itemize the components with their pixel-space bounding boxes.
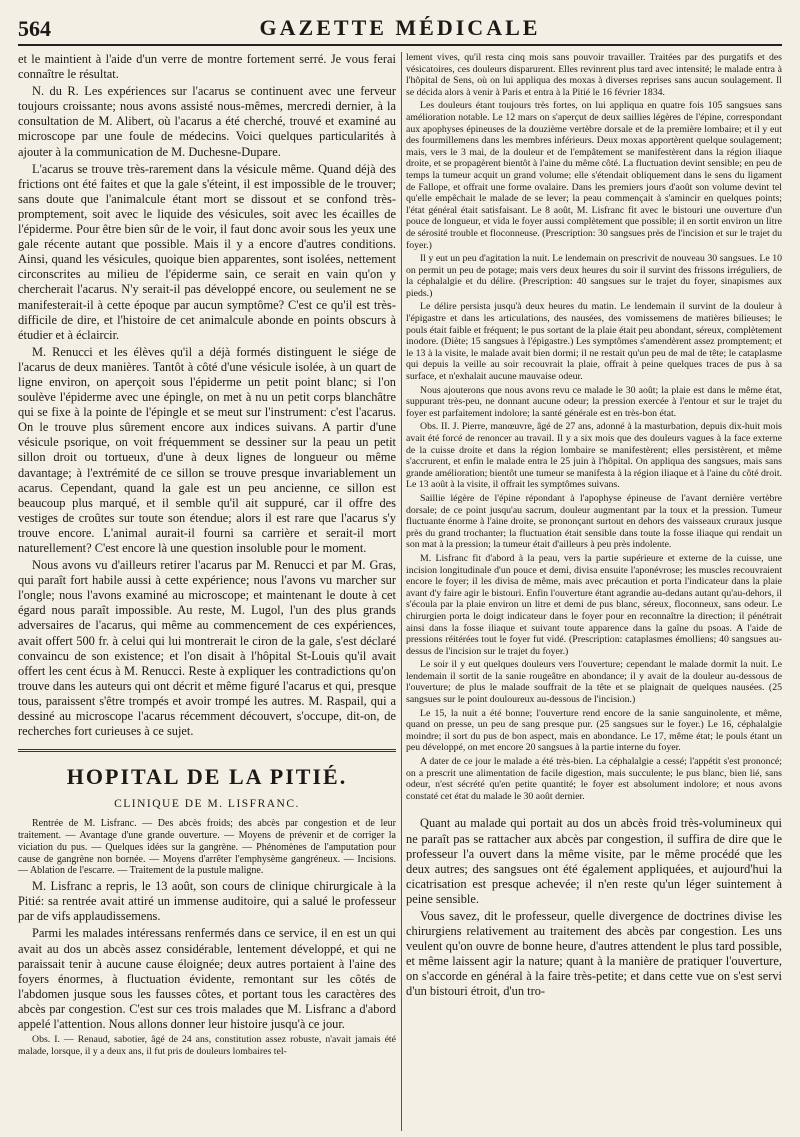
paragraph: Parmi les malades intéressans renfermés dans ce service, il en est un qui avait au dos un abcès assez considérable, lentement développé, et qui ne paraissait tenir à aucune cause éloignée; deux autres portaient à l'aine des foyers énormes, à fluctuation évidente, remontant sur les côtés de l'abdomen jusque sous les fausses côtes, et portant tous les caractères des abcès par congestion. C'est sur ces trois malades que M. Lisfranc a d'abord appelé l'attention. Nous allons donner leur histoire jusqu'à ce jour. — [18, 926, 396, 1032]
observation-paragraph: Obs. II. J. Pierre, manœuvre, âgé de 27 ans, adonné à la masturbation, depuis dix-huit mois avait été forcé de renoncer au travail. Il y a six mois que des douleurs vagues à la face externe de la cuisse droite et dans la région lombaire se manifestèrent; elles persistèrent, et même s'accrurent, et enfin le malade entra le 25 juin à l'hôpital. On appliqua des sangsues, mais sans grande amélioration; bientôt une tumeur se manifesta à la région iliaque et à l'aine du côté droit. Le 13 août à la visite, il offrait les symptômes suivans. — [406, 421, 782, 491]
paragraph: Il y eut un peu d'agitation la nuit. Le lendemain on prescrivit de nouveau 30 sangsues. Le 10 on permit un peu de potage; mais vers deux heures du soir il survint des frissons irréguliers, de la céphalalgie et du délire. (Prescription: 40 sangsues sur le trajet du foyer, sinapismes aux pieds.) — [406, 253, 782, 299]
paragraph: M. Renucci et les élèves qu'il a déjà formés distinguent le siége de l'acarus de deux manières. Tantôt à côté d'une vésicule isolée, à un quart de ligne environ, on aperçoit sous l'épiderme un petit point blanc; si l'on soulève l'épiderme avec une épingle, on met à nu un petit corps blanchâtre qui se fixe à la pointe de l'épingle et se meut sur l'instrument: c'est l'acarus. On le trouve plus sûrement encore aux indices suivans. A partir d'une vésicule psorique, on voit fréquemment se dessiner sur la peau un petit sillon droit ou tortueux, d'une à deux lignes de longueur ou même davantage; à l'extrémité de ce sillon se trouve presque invariablement un acarus. Cependant, quand la gale est un peu ancienne, ce sillon est beaucoup plus marqué, et il semble qu'il ait suppuré, car il offre des vestiges de croûtes sur toute son étendue; alors il est rare que l'acarus s'y trouve encore. L'animal aurait-il fourni sa carrière et serait-il mort naturellement? C'est encore là une question insoluble pour le moment. — [18, 344, 396, 555]
right-column — [406, 52, 782, 1131]
column-divider — [401, 52, 402, 1131]
observation-paragraph: Obs. I. — Renaud, sabotier, âgé de 24 ans, constitution assez robuste, n'avait jamais été malade, lorsque, il y a deux ans, il fut pris de douleurs lombaires tel- — [18, 1034, 396, 1057]
paragraph: et le maintient à l'aide d'un verre de montre fortement serré. Je vous ferai connaître le résultat. — [18, 52, 396, 82]
paragraph: Saillie légère de l'épine répondant à l'apophyse épineuse de l'avant dernière vertèbre dorsale; de ce point jusqu'au sacrum, douleur augmentant par la toux et la pression. Tumeur fluctuante énorme à l'aine droite, se prononçant surtout en dehors des vaisseaux cruraux jusque près du grand trochanter; la fluctuation était sensible dans toute la fosse iliaque qui rendait un son mat à la pression; la tumeur était d'ailleurs à peu près indolente. — [406, 492, 782, 551]
paragraph: A dater de ce jour le malade a été très-bien. La céphalalgie a cessé; l'appétit s'est prononcé; on a prescrit une alimentation de facile digestion, mais succulente; le pus blanc, bien lié, sans odeur, n'est sécrété qu'en petite quantité; le foyer est absolument indolore; et nous avons constaté cet état du malade le 30 août dernier. — [406, 756, 782, 802]
paragraph: Nous avons vu d'ailleurs retirer l'acarus par M. Renucci et par M. Gras, qui paraît fort habile aussi à cette expérience; nous l'avons vu marcher sur l'ongle; nous l'avons examiné au microscope; et maintenant le doute à cet égard nous paraît impossible. Au reste, M. Lugol, l'un des plus grands adversaires de l'acarus, qui même au commencement de ces expériences, avait offert 500 fr. à celui qui lui montrerait le ciron de la gale, s'est déclaré convaincu de son existence; et l'on disait à l'hôpital St-Louis qu'il avait offert les cent écus à M. Renucci. Reste à expliquer les contradictions qu'on trouve dans les auteurs qui ont décrit et même figuré l'acarus et qui, presque tous, paraissent s'être trompés et avoir trompé les autres. M. Raspail, qui a dessiné au microscope l'acarus récemment découvert, s'occupe, dit-on, de recherches fort curieuses à ce sujet. — [18, 558, 396, 739]
paragraph: Le soir il y eut quelques douleurs vers l'ouverture; cependant le malade dormit la nuit. Le lendemain il sortit de la sanie rougeâtre en abondance; il y avait de la douleur au-dessous de l'ouverture; de plus le malade souffrait de la tête et se plaignait de quelques nausées. (25 sangsues sur le point douloureux au-dessous de l'incision.) — [406, 659, 782, 706]
paragraph: M. Lisfranc a repris, le 13 août, son cours de clinique chirurgicale à la Pitié: sa rentrée avait attiré un immense auditoire, qui a salué le professeur par de vifs applaudissemens. — [18, 879, 396, 924]
spacer — [406, 804, 782, 816]
paragraph: Le délire persista jusqu'à deux heures du matin. Le lendemain il survint de la douleur à l'épigastre et dans les articulations, des nausées, des vomissemens de matières bilieuses; le pouls était faible et fréquent; le pus sortant de la plaie était peu abondant, séreux, complètement inodore. (Diète; 15 sangsues à l'épigastre.) Les symptômes s'amendèrent assez promptement; et le 13 à la visite, le malade avait bien dormi; il ne restait qu'un peu de mal de tête; le cataplasme qui depuis la veille au soir recouvrait la plaie, offrait à peine quelques traces de pus à sa surface, et n'exhalait aucune mauvaise odeur. — [406, 301, 782, 383]
left-column — [18, 52, 396, 1131]
paragraph: Les douleurs étant toujours très fortes, on lui appliqua en quatre fois 105 sangsues sans amélioration notable. Le 12 mars on s'aperçut de deux saillies légères de l'épine, correspondant aux apophyses épineuses de la douzième vertèbre dorsale et de la première lombaire; et il y eut des fourmillemens dans les membres inférieurs. Deux moxas apportèrent quelque soulagement; mais, vers le 3 mai, de la douleur et de l'empâtement se manifestèrent dans la région iliaque droite, et se propagèrent bientôt à l'aine du même côté. La fluctuation devint sensible; en peu de temps la tumeur acquit un grand volume; elle s'étendait obliquement dans le sens du ligament de Fallope, et offrait une forme ovalaire. Dans les premiers jours d'août son volume devint tel qu'elle empêchait le malade de se lever; la peau commençait à s'amincir en quelques points; l'état général était satisfaisant. Le 8 août, M. Lisfranc fit avec le bistouri une ouverture d'un pouce de longueur, et vida le foyer aussi complètement que possible; il en sortit environ un litre de sérosité trouble et floconneuse. (Prescription: 30 sangsues près de l'incision et sur le trajet du foyer.) — [406, 100, 782, 251]
section-title: HOPITAL DE LA PITIÉ. — [66, 764, 348, 790]
journal-title: GAZETTE MÉDICALE — [259, 15, 541, 40]
section-divider — [18, 749, 396, 752]
paragraph: N. du R. Les expériences sur l'acarus se continuent avec une ferveur toujours croissante; nous avons assisté nous-mêmes, mercredi dernier, à la consultation de M. Alibert, où l'acarus a été cherché, trouvé et examiné au microscope par une foule de médecins. Voici quelques particularités à ajouter à la communication de M. Duchesne-Dupare. — [18, 84, 396, 159]
page-number: 564 — [18, 16, 51, 41]
paragraph: lement vives, qu'il resta cinq mois sans pouvoir travailler. Traitées par des purgatifs et des vésicatoires, ces douleurs disparurent. Elles revinrent plus tard avec intensité; le malade entra à l'hôpital de Sens, où on lui appliqua des moxas à diverses reprises sans aucun soulagement. Il se décida alors à venir à Paris et entra à la Pitié le 16 février 1834. — [406, 52, 782, 98]
section-summary: Rentrée de M. Lisfranc. — Des abcès froids; des abcès par congestion et de leur traitement. — Avantage d'une grande ouverture. — Moyens de prévenir et de corriger la viciation du pus. — Quelques idées sur la gangrène. — Phénomènes de l'amputation pour cause de gangrène non bornée. — Moyens d'arrêter l'emphysème gangréneux. — Incisions. — Ablation de l'escarre. — Traitement de la pustule maligne. — [18, 818, 396, 877]
paragraph: M. Lisfranc fit d'abord à la peau, vers la partie supérieure et externe de la cuisse, une incision longitudinale d'un pouce et demi, divisa ensuite l'aponévrose; les muscles recouvraient encore le foyer; il les divisa de même, mais avec précaution et porta l'indicateur dans la plaie avant d'y faire agir le bistouri. Enfin l'ouverture étant agrandie au-dedans autant qu'au-dehors, il s'écoula par la plaie environ un litre et demi de pus blanc, séreux, floconneux, sans odeur. Le chirurgien porta le doigt indicateur dans le foyer pour en reconnaître la direction; il pénétrait ainsi dans la fosse iliaque et suivant toute apparence dans la gaîne du psoas. A l'aide de pressions réitérées tout le foyer fut vidé. (Prescription: cataplasmes émolliens; 40 sangsues au-dessus de l'incision sur le trajet du foyer.) — [406, 552, 782, 657]
paragraph: Nous ajouterons que nous avons revu ce malade le 30 août; la plaie est dans le même état, suppurant très-peu, ne donnant aucune odeur; la pression exercée à l'entour et sur le trajet du foyer est parfaitement indolore; la santé générale est en très-bon état. — [406, 384, 782, 419]
paragraph: Quant au malade qui portait au dos un abcès froid très-volumineux qui ne paraît pas se rattacher aux abcès par congestion, il suffira de dire que le professeur l'a ouvert dans la même visite, par le même procédé que les deux autres; des sangsues ont été également appliquées, et aujourd'hui la cicatrisation est presque achevée; il n'en reste qu'un léger suintement à peine sensible. — [406, 816, 782, 906]
page-header — [18, 14, 782, 46]
paragraph: Le 15, la nuit a été bonne; l'ouverture rend encore de la sanie sanguinolente, et même, quand on presse, un peu de sang presque pur. (25 sangsues sur le foyer.) Le 16, céphalalgie moindre; il sort du pus de bon aspect, mais en abondance. Le 17, même état; le pouls étant un peu développé, on met encore 20 sangsues à la partie interne du foyer. — [406, 707, 782, 754]
paragraph: L'acarus se trouve très-rarement dans la vésicule même. Quand déjà des frictions ont été faites et que la gale s'éteint, il est impossible de le trouver; sans doute que l'animalcule étant mort se dissout et se confond très-promptement, soit avec le liquide des vésicules, soit avec les écailles de l'épiderme. Pour être bien sûr de le voir, il faut donc avoir sous les yeux une gale récente autant que possible. Mais il y a encore d'autres conditions. Ainsi, quand les vésicules, quoique bien apparentes, sont isolées, nettement circonscrites au milieu de l'épiderme sain, ce serait en vain qu'on y chercherait l'acarus. N'y serait-il pas développé encore, ou seulement ne se manifesterait-il à cette époque par aucun symptôme? C'est ce qu'il est très-difficile de dire, et l'histoire de cet animalcule abonde en points obscurs à étudier et à éclaircir. — [18, 161, 396, 342]
paragraph: Vous savez, dit le professeur, quelle divergence de doctrines divise les chirurgiens relativement au traitement des abcès par congestion. Les uns veulent qu'on ouvre de bonne heure, d'autres attendent le plus tard possible, et même laissent agir la nature; quant à la manière de pratiquer l'ouverture, on s'accorde en général à la faire très-petite; et dans cette vue on s'est servi d'un bistouri étroit, d'un tro- — [406, 908, 782, 999]
section-subtitle: CLINIQUE DE M. LISFRANC. — [114, 798, 300, 811]
